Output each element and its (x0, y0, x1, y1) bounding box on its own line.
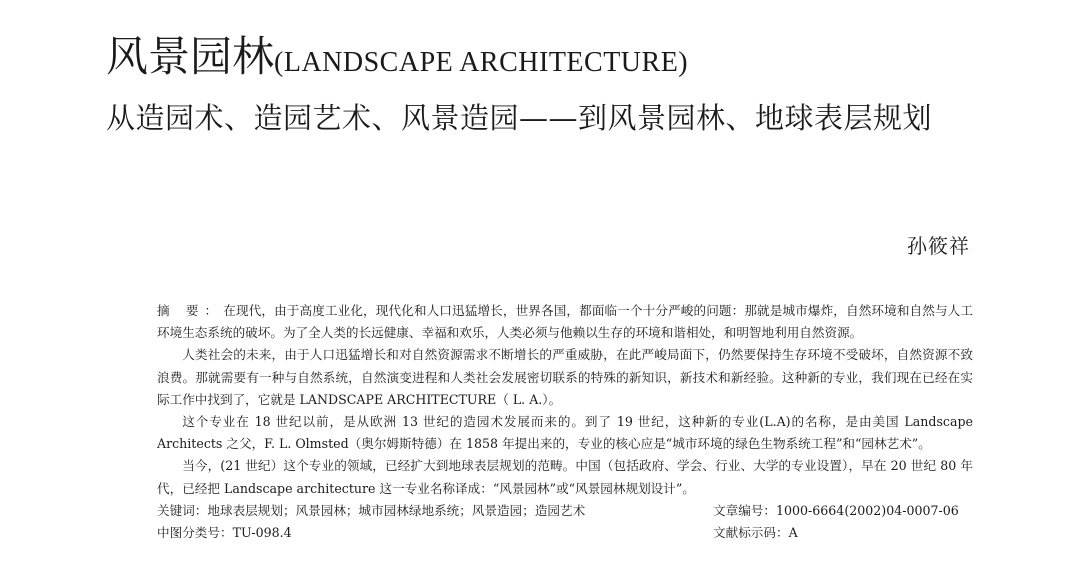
article-number: 文章编号：1000-6664(2002)04-0007-06 (713, 502, 959, 518)
meta-row-2 (157, 522, 973, 544)
keywords: 关键词：地球表层规划；风景园林；城市园林绿地系统；风景造园；造园艺术 (157, 502, 586, 518)
abstract-label: 摘 要： (157, 303, 224, 318)
abstract-paragraph-2: 人类社会的未来，由于人口迅猛增长和对自然资源需求不断增长的严重威胁，在此严峻局面下，仍然要保持生存环境不受破坏，自然资源不致浪费。那就需要有一种与自然系统，自然演变进程和人类社会发展密切联系的特殊的新知识，新技术和新经验。这种新的专业，我们现在已经在实际工作中找到了，它就是 LANDSCAPE ARCHITECTURE（ L. A.）。 (157, 347, 973, 407)
article-title (106, 32, 689, 81)
title-chinese: 风景园林 (106, 32, 275, 81)
title-english: (LANDSCAPE ARCHITECTURE) (274, 47, 689, 78)
author-name: 孙筱祥 (907, 234, 970, 258)
abstract-paragraph-3: 这个专业在 18 世纪以前，是从欧洲 13 世纪的造园术发展而来的。到了 19 世纪，这种新的专业(L.A)的名称，是由美国 Landscape Architects 之父，F. L. Olmsted（奥尔姆斯特德）在 1858 年提出来的，专业的核心应是“城市环境的绿色生物系统工程”和“园林艺术”。 (157, 414, 973, 452)
article-subtitle: 从造园术、造园艺术、风景造园——到风景园林、地球表层规划 (106, 101, 933, 135)
abstract-paragraph-1 (157, 300, 973, 344)
abstract-paragraph-4: 当今，(21 世纪）这个专业的领域，已经扩大到地球表层规划的范畴。中国（包括政府、学会、行业、大学的专业设置），早在 20 世纪 80 年代，已经把 Landscape architecture 这一专业名称译成：“风景园林”或“风景园林规划设计”。 (157, 458, 973, 496)
abstract-section (157, 300, 973, 544)
document-code: 文献标示码：A (713, 525, 798, 541)
classification-number: 中图分类号：TU-098.4 (157, 525, 292, 541)
meta-row-1 (157, 500, 973, 522)
abstract-text-1: 在现代，由于高度工业化，现代化和人口迅猛增长，世界各国，都面临一个十分严峻的问题：那就是城市爆炸，自然环境和自然与人工环境生态系统的破坏。为了全人类的长远健康、幸福和欢乐，人类必须与他赖以生存的环境和谐相处，和明智地利用自然资源。 (157, 303, 973, 341)
